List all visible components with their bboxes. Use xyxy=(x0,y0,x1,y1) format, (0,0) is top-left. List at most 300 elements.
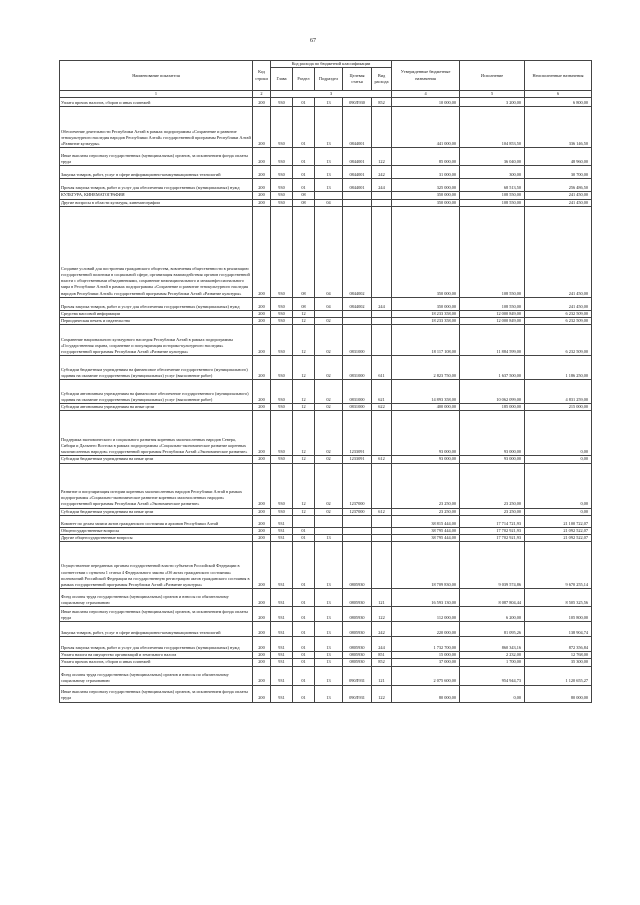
row-remaining: 241 450,00 xyxy=(525,199,592,206)
row-section: 12 xyxy=(293,411,315,456)
row-executed: 1 637 500,00 xyxy=(460,356,525,380)
row-target: 0805930 xyxy=(343,607,372,622)
row-target xyxy=(343,535,372,542)
row-remaining: 30 700,00 xyxy=(525,166,592,179)
row-section: 12 xyxy=(293,310,315,317)
row-exp-type: 121 xyxy=(372,666,392,685)
row-subsection: 13 xyxy=(315,622,343,637)
row-executed: 108 550,00 xyxy=(460,192,525,199)
row-exp-type: 852 xyxy=(372,98,392,107)
table-row xyxy=(60,637,592,652)
row-remaining: 1 186 250,00 xyxy=(525,356,592,380)
row-executed: 108 550,00 xyxy=(460,297,525,310)
row-approved: 93 000,00 xyxy=(392,456,460,463)
row-target: 1233091 xyxy=(343,411,372,456)
header-code-line: Код строки xyxy=(253,61,271,91)
row-ministry: 931 xyxy=(271,659,293,666)
row-executed: 36 040,00 xyxy=(460,148,525,166)
row-subsection: 13 xyxy=(315,685,343,702)
row-exp-type: 242 xyxy=(372,622,392,637)
row-subsection xyxy=(315,515,343,527)
row-subsection: 13 xyxy=(315,148,343,166)
row-target xyxy=(343,318,372,325)
row-subsection: 13 xyxy=(315,666,343,685)
row-executed: 300,00 xyxy=(460,166,525,179)
row-exp-type: 122 xyxy=(372,685,392,702)
row-code: 200 xyxy=(253,148,271,166)
row-approved: 10 000,00 xyxy=(392,98,460,107)
row-approved: 23 250,00 xyxy=(392,508,460,515)
row-name: Субсидии автономным учреждениям на иные цели xyxy=(60,404,253,411)
row-executed: 23 250,00 xyxy=(460,463,525,508)
row-exp-type: 122 xyxy=(372,148,392,166)
row-target: 0831000 xyxy=(343,380,372,404)
row-code: 200 xyxy=(253,542,271,589)
row-remaining: 35 300,00 xyxy=(525,659,592,666)
row-ministry: 931 xyxy=(271,607,293,622)
row-code: 200 xyxy=(253,685,271,702)
row-section: 01 xyxy=(293,535,315,542)
table-row xyxy=(60,310,592,317)
row-executed: 93 000,00 xyxy=(460,411,525,456)
row-target: 0831000 xyxy=(343,356,372,380)
row-remaining: 215 000,00 xyxy=(525,404,592,411)
table-row xyxy=(60,192,592,199)
row-subsection xyxy=(315,310,343,317)
row-approved: 350 000,00 xyxy=(392,297,460,310)
row-ministry: 930 xyxy=(271,508,293,515)
row-section: 01 xyxy=(293,148,315,166)
row-executed: 93 000,00 xyxy=(460,456,525,463)
row-name: Закупка товаров, работ, услуг в сфере информационно-коммуникационных технологий xyxy=(60,622,253,637)
colnum-1: 1 xyxy=(60,91,253,98)
row-ministry: 930 xyxy=(271,166,293,179)
row-remaining: 4 831 259,00 xyxy=(525,380,592,404)
row-section: 01 xyxy=(293,637,315,652)
table-row xyxy=(60,148,592,166)
row-section: 01 xyxy=(293,685,315,702)
row-ministry: 930 xyxy=(271,148,293,166)
row-name: КУЛЬТУРА, КИНЕМАТОГРАФИЯ xyxy=(60,192,253,199)
row-ministry: 931 xyxy=(271,666,293,685)
row-ministry: 930 xyxy=(271,199,293,206)
table-row xyxy=(60,166,592,179)
row-name: Фонд оплаты труда государственных (муниципальных) органов и взносы по обязательному социальному страхованию xyxy=(60,666,253,685)
row-ministry: 930 xyxy=(271,356,293,380)
row-target: 0844001 xyxy=(343,179,372,192)
row-target: 090Л931 xyxy=(343,685,372,702)
header-ministry: Глава xyxy=(271,68,293,91)
row-executed: 108 550,00 xyxy=(460,206,525,297)
table-row xyxy=(60,411,592,456)
row-section: 01 xyxy=(293,622,315,637)
table-row xyxy=(60,456,592,463)
row-approved: 18 709 830,00 xyxy=(392,542,460,589)
row-exp-type xyxy=(372,325,392,356)
row-section: 01 xyxy=(293,542,315,589)
row-remaining: 0,00 xyxy=(525,463,592,508)
row-executed: 8 087 804,44 xyxy=(460,589,525,607)
row-approved: 85 000,00 xyxy=(392,148,460,166)
row-subsection: 04 xyxy=(315,199,343,206)
table-row xyxy=(60,589,592,607)
row-exp-type: 121 xyxy=(372,589,392,607)
row-executed: 0,00 xyxy=(460,685,525,702)
header-budget-code: Код расхода по бюджетной классификации xyxy=(271,61,392,68)
row-section: 01 xyxy=(293,659,315,666)
colnum-6: 6 xyxy=(525,91,592,98)
row-remaining: 80 000,00 xyxy=(525,685,592,702)
row-subsection: 13 xyxy=(315,98,343,107)
row-name: Осуществление переданных органам государственной власти субъектов Российской Федерации в соответствии с пунктом 1 статьи 4 Федерального закона «Об актах гражданского состояния» полномочий Российской Федерации на государственную регистрацию актов гражданского состояния в рамках государственной программы Республики Алтай «Развитие культуры» xyxy=(60,542,253,589)
row-exp-type xyxy=(372,318,392,325)
table-row xyxy=(60,659,592,666)
row-target: 0805930 xyxy=(343,622,372,637)
row-ministry: 930 xyxy=(271,192,293,199)
row-ministry: 930 xyxy=(271,463,293,508)
row-executed: 108 550,00 xyxy=(460,199,525,206)
row-name: Общегосударственные вопросы xyxy=(60,527,253,534)
row-target: 0844001 xyxy=(343,166,372,179)
row-name: Периодическая печать и издательства xyxy=(60,318,253,325)
row-executed: 12 000 849,00 xyxy=(460,310,525,317)
table-row xyxy=(60,515,592,527)
row-section: 12 xyxy=(293,380,315,404)
row-code: 200 xyxy=(253,637,271,652)
row-approved: 38 795 444,00 xyxy=(392,535,460,542)
table-row xyxy=(60,685,592,702)
table-row xyxy=(60,607,592,622)
row-approved: 350 000,00 xyxy=(392,192,460,199)
row-approved: 220 000,00 xyxy=(392,622,460,637)
row-name: Поддержка экономического и социального развития коренных малочисленных народов Севера, Сибири и Дальнего Востока в рамках подпрограммы «Социально-экономическое развитие коренных малочисленных народов» государственной программы Республики Алтай «Экономическое развитие» xyxy=(60,411,253,456)
row-code: 200 xyxy=(253,404,271,411)
row-name: Иные выплаты персоналу государственных (муниципальных) органов, за исключением фонда оплаты труда xyxy=(60,607,253,622)
row-target: 0844002 xyxy=(343,297,372,310)
row-code: 200 xyxy=(253,325,271,356)
row-code: 200 xyxy=(253,659,271,666)
table-row xyxy=(60,199,592,206)
row-exp-type xyxy=(372,542,392,589)
row-section: 08 xyxy=(293,192,315,199)
row-target: 0805930 xyxy=(343,542,372,589)
row-name: Прочая закупка товаров, работ и услуг для обеспечения государственных (муниципальных) нужд xyxy=(60,179,253,192)
row-exp-type: 852 xyxy=(372,659,392,666)
row-remaining: 241 450,00 xyxy=(525,297,592,310)
row-subsection: 13 xyxy=(315,535,343,542)
row-subsection: 13 xyxy=(315,542,343,589)
row-target: 0805930 xyxy=(343,589,372,607)
row-code: 200 xyxy=(253,666,271,685)
row-executed: 17 702 921,93 xyxy=(460,535,525,542)
row-approved: 16 593 130,00 xyxy=(392,589,460,607)
table-row xyxy=(60,206,592,297)
row-target: 0805930 xyxy=(343,652,372,659)
row-section: 01 xyxy=(293,98,315,107)
row-remaining: 21 092 522,07 xyxy=(525,535,592,542)
header-executed: Исполнение xyxy=(460,61,525,91)
colnum-3: 3 xyxy=(271,91,392,98)
row-exp-type xyxy=(372,206,392,297)
row-approved: 1 732 700,00 xyxy=(392,637,460,652)
row-ministry: 931 xyxy=(271,515,293,527)
row-exp-type xyxy=(372,199,392,206)
row-ministry: 930 xyxy=(271,411,293,456)
table-row xyxy=(60,325,592,356)
row-code: 200 xyxy=(253,589,271,607)
row-remaining: 9 670 255,14 xyxy=(525,542,592,589)
row-target: 0831000 xyxy=(343,404,372,411)
row-exp-type xyxy=(372,107,392,148)
colnum-2: 2 xyxy=(253,91,271,98)
header-exp-type: Вид расхода xyxy=(372,68,392,91)
row-section: 12 xyxy=(293,356,315,380)
row-target: 0844002 xyxy=(343,206,372,297)
row-ministry: 930 xyxy=(271,325,293,356)
row-exp-type: 244 xyxy=(372,179,392,192)
row-subsection xyxy=(315,527,343,534)
header-section: Раздел xyxy=(293,68,315,91)
row-target: 0831000 xyxy=(343,325,372,356)
table-row xyxy=(60,297,592,310)
row-section: 08 xyxy=(293,206,315,297)
row-name: Комитет по делам записи актов гражданского состояния и архивов Республики Алтай xyxy=(60,515,253,527)
row-name: Закупка товаров, работ, услуг в сфере информационно-коммуникационных технологий xyxy=(60,166,253,179)
row-section: 01 xyxy=(293,166,315,179)
row-executed: 954 944,73 xyxy=(460,666,525,685)
row-subsection: 04 xyxy=(315,297,343,310)
row-section: 01 xyxy=(293,179,315,192)
row-executed: 185 000,00 xyxy=(460,404,525,411)
row-ministry: 931 xyxy=(271,535,293,542)
row-code: 200 xyxy=(253,310,271,317)
row-exp-type xyxy=(372,527,392,534)
row-subsection: 13 xyxy=(315,652,343,659)
row-approved: 325 000,00 xyxy=(392,179,460,192)
budget-execution-table xyxy=(59,60,592,703)
row-executed: 6 200,00 xyxy=(460,607,525,622)
row-ministry: 931 xyxy=(271,685,293,702)
row-ministry: 930 xyxy=(271,107,293,148)
row-ministry: 931 xyxy=(271,589,293,607)
row-target: 1237000 xyxy=(343,508,372,515)
row-name: Субсидии бюджетным учреждениям на иные цели xyxy=(60,508,253,515)
row-target: 090Л931 xyxy=(343,666,372,685)
row-remaining: 12 768,00 xyxy=(525,652,592,659)
row-code: 200 xyxy=(253,456,271,463)
row-code: 200 xyxy=(253,199,271,206)
row-code: 200 xyxy=(253,179,271,192)
row-code: 200 xyxy=(253,607,271,622)
row-target: 0844001 xyxy=(343,107,372,148)
row-name: Другие вопросы в области культуры, кинематографии xyxy=(60,199,253,206)
row-target: 0805930 xyxy=(343,659,372,666)
row-ministry: 930 xyxy=(271,456,293,463)
row-remaining: 48 960,00 xyxy=(525,148,592,166)
row-section: 08 xyxy=(293,297,315,310)
row-executed: 1 700,00 xyxy=(460,659,525,666)
row-exp-type: 244 xyxy=(372,297,392,310)
row-remaining: 138 904,74 xyxy=(525,622,592,637)
row-code: 200 xyxy=(253,535,271,542)
row-approved: 18 233 358,00 xyxy=(392,310,460,317)
header-approved: Утвержденные бюджетные назначения xyxy=(392,61,460,91)
row-executed: 23 250,00 xyxy=(460,508,525,515)
page-number: 67 xyxy=(310,38,316,44)
row-approved: 38 815 444,00 xyxy=(392,515,460,527)
row-ministry: 930 xyxy=(271,404,293,411)
row-code: 200 xyxy=(253,527,271,534)
row-approved: 80 000,00 xyxy=(392,685,460,702)
table-row xyxy=(60,98,592,107)
row-remaining: 0,00 xyxy=(525,456,592,463)
row-section: 12 xyxy=(293,463,315,508)
row-subsection: 13 xyxy=(315,107,343,148)
row-executed: 68 513,50 xyxy=(460,179,525,192)
header-target: Целевая статья xyxy=(343,68,372,91)
row-target: 090Л930 xyxy=(343,98,372,107)
row-target: 1237000 xyxy=(343,463,372,508)
table-row xyxy=(60,404,592,411)
row-exp-type: 851 xyxy=(372,652,392,659)
row-name: Субсидии бюджетным учреждениям на финансовое обеспечение государственного (муниципального) задания на оказание государственных (муниципальных) услуг (выполнение работ) xyxy=(60,356,253,380)
row-exp-type: 122 xyxy=(372,607,392,622)
row-target: 0805930 xyxy=(343,637,372,652)
row-code: 200 xyxy=(253,508,271,515)
row-remaining: 872 356,84 xyxy=(525,637,592,652)
row-code: 200 xyxy=(253,166,271,179)
table-row xyxy=(60,527,592,534)
row-target xyxy=(343,199,372,206)
row-name: Развитие и популяризация истории коренных малочисленных народов Республики Алтай в рамках подпрограммы «Социально-экономическое развитие коренных малочисленных народов» государственной программы Республики Алтай «Экономическое развитие» xyxy=(60,463,253,508)
row-code: 200 xyxy=(253,107,271,148)
row-subsection: 02 xyxy=(315,404,343,411)
row-subsection: 13 xyxy=(315,637,343,652)
row-approved: 31 000,00 xyxy=(392,166,460,179)
row-exp-type: 611 xyxy=(372,356,392,380)
row-exp-type xyxy=(372,411,392,456)
row-exp-type xyxy=(372,192,392,199)
row-remaining: 1 120 655,27 xyxy=(525,666,592,685)
row-remaining: 336 146,50 xyxy=(525,107,592,148)
row-approved: 37 000,00 xyxy=(392,659,460,666)
row-code: 200 xyxy=(253,192,271,199)
row-subsection: 13 xyxy=(315,659,343,666)
row-subsection: 02 xyxy=(315,356,343,380)
row-exp-type: 612 xyxy=(372,508,392,515)
row-remaining: 21 092 522,07 xyxy=(525,527,592,534)
row-ministry: 930 xyxy=(271,318,293,325)
row-code: 200 xyxy=(253,206,271,297)
row-subsection: 13 xyxy=(315,607,343,622)
row-approved: 350 000,00 xyxy=(392,199,460,206)
row-subsection: 02 xyxy=(315,380,343,404)
row-code: 200 xyxy=(253,98,271,107)
row-name: Иные выплаты персоналу государственных (муниципальных) органов, за исключением фонда оплаты труда xyxy=(60,685,253,702)
row-approved: 23 250,00 xyxy=(392,463,460,508)
row-subsection: 13 xyxy=(315,589,343,607)
row-ministry: 931 xyxy=(271,637,293,652)
row-target xyxy=(343,515,372,527)
row-approved: 441 000,00 xyxy=(392,107,460,148)
table-row xyxy=(60,622,592,637)
table-row xyxy=(60,318,592,325)
row-subsection: 13 xyxy=(315,166,343,179)
table-row xyxy=(60,535,592,542)
row-executed: 104 853,50 xyxy=(460,107,525,148)
row-name: Прочая закупка товаров, работ и услуг для обеспечения государственных (муниципальных) нужд xyxy=(60,637,253,652)
row-executed: 2 232,00 xyxy=(460,652,525,659)
row-code: 200 xyxy=(253,463,271,508)
row-target: 1233091 xyxy=(343,456,372,463)
row-ministry: 930 xyxy=(271,206,293,297)
row-remaining: 6 232 509,00 xyxy=(525,325,592,356)
row-section: 08 xyxy=(293,199,315,206)
table-row xyxy=(60,508,592,515)
row-exp-type xyxy=(372,463,392,508)
row-subsection: 02 xyxy=(315,456,343,463)
row-executed: 860 343,16 xyxy=(460,637,525,652)
row-remaining: 0,00 xyxy=(525,411,592,456)
row-ministry: 930 xyxy=(271,98,293,107)
header-name: Наименование показателя xyxy=(60,61,253,91)
row-executed: 10 062 099,00 xyxy=(460,380,525,404)
row-exp-type: 612 xyxy=(372,456,392,463)
row-code: 200 xyxy=(253,652,271,659)
row-section xyxy=(293,515,315,527)
row-name: Прочая закупка товаров, работ и услуг для обеспечения государственных (муниципальных) нужд xyxy=(60,297,253,310)
row-approved: 350 000,00 xyxy=(392,206,460,297)
row-exp-type: 242 xyxy=(372,166,392,179)
row-section: 01 xyxy=(293,527,315,534)
row-executed: 11 884 599,00 xyxy=(460,325,525,356)
row-remaining: 8 505 325,56 xyxy=(525,589,592,607)
row-section: 12 xyxy=(293,456,315,463)
row-executed: 81 095,26 xyxy=(460,622,525,637)
row-subsection xyxy=(315,192,343,199)
row-name: Создание условий для построения гражданского общества, вовлечения общественности в реализацию государственной политики в социальной сфере, организация взаимодействия органов государственной власти с общественными объединениями, сохранение межнационального и межконфессионального мира в Республике Алтай в рамках подпрограммы «Сохранение и развитие этнокультурного наследия народов Республики Алтай» государственной программы Республики Алтай «Развитие культуры» xyxy=(60,206,253,297)
row-remaining: 6 232 509,00 xyxy=(525,310,592,317)
row-code: 200 xyxy=(253,318,271,325)
row-exp-type: 621 xyxy=(372,380,392,404)
table-row xyxy=(60,380,592,404)
row-name: Иные выплаты персоналу государственных (муниципальных) органов, за исключением фонда оплаты труда xyxy=(60,148,253,166)
row-section: 01 xyxy=(293,607,315,622)
row-approved: 38 795 444,00 xyxy=(392,527,460,534)
row-exp-type xyxy=(372,515,392,527)
row-subsection: 04 xyxy=(315,206,343,297)
row-ministry: 930 xyxy=(271,310,293,317)
row-approved: 93 000,00 xyxy=(392,411,460,456)
row-code: 200 xyxy=(253,356,271,380)
row-exp-type xyxy=(372,310,392,317)
row-name: Фонд оплаты труда государственных (муниципальных) органов и взносы по обязательному социальному страхованию xyxy=(60,589,253,607)
table-row xyxy=(60,542,592,589)
row-executed: 9 039 574,86 xyxy=(460,542,525,589)
row-approved: 15 000,00 xyxy=(392,652,460,659)
row-subsection: 02 xyxy=(315,318,343,325)
table-row xyxy=(60,107,592,148)
row-code: 200 xyxy=(253,622,271,637)
row-name: Субсидии автономным учреждениям на финансовое обеспечение государственного (муниципального) задания на оказание государственных (муниципальных) услуг (выполнение работ) xyxy=(60,380,253,404)
row-name: Уплата прочих налогов, сборов и иных платежей xyxy=(60,98,253,107)
row-code: 200 xyxy=(253,515,271,527)
row-section: 01 xyxy=(293,589,315,607)
header-subsection: Подраздел xyxy=(315,68,343,91)
row-subsection: 02 xyxy=(315,463,343,508)
row-target xyxy=(343,527,372,534)
row-remaining: 6 232 509,00 xyxy=(525,318,592,325)
